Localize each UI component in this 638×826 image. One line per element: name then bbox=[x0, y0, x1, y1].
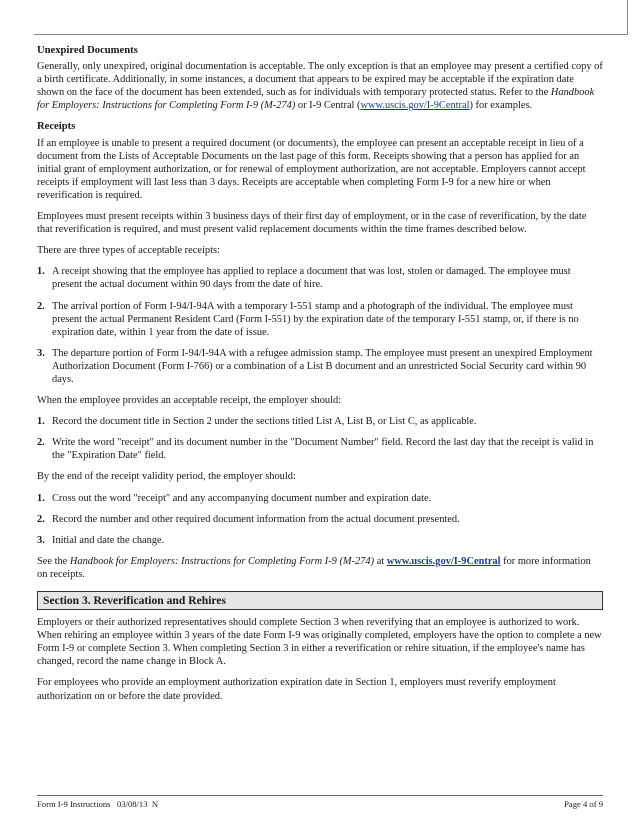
list-item: 1. Cross out the word "receipt" and any accompanying document number and expiration date. bbox=[37, 492, 432, 504]
receipts-heading: Receipts bbox=[37, 121, 76, 133]
page-footer bbox=[37, 795, 603, 809]
list-item: 2. Record the number and other required document information from the actual document presented. bbox=[37, 513, 460, 525]
list-item: 2. The arrival portion of Form I-94/I-94A with a temporary I-551 stamp and a photograph of the individual. The employee must present the actual Permanent Resident Card (Form I-551) by the expiration date of the temporary I-551 stamp, or, if there is no expiration date, within 1 year from the date of issue. bbox=[37, 300, 579, 338]
list-item: 3. The departure portion of Form I-94/I-94A with a refugee admission stamp. The employee must present an unexpired Employment Authorization Document (Form I-766) or a combination of a List B document and an unrestricted Social Security card within 90 days. bbox=[37, 347, 593, 385]
receipt-types-intro: There are three types of acceptable receipts: bbox=[37, 245, 220, 257]
footer-form-id: Form I-9 Instructions 03/08/13 N bbox=[37, 799, 159, 809]
list-item: 1. Record the document title in Section 2 under the sections titled List A, List B, or List C, as applicable. bbox=[37, 416, 477, 428]
handbook-title: Handbook for Employers: Instructions for Completing Form I-9 (M-274) bbox=[69, 555, 375, 567]
page-content bbox=[37, 44, 603, 711]
section-3-paragraph-1: Employers or their authorized representatives should complete Section 3 when reverifying that an employee is authorized to work. When rehiring an employee within 3 years of the date Form I-9 was originally completed, employers have the option to complete a new Form I-9 or complete Section 3. When completing Section 3 in either a reverification or rehire situation, if the employee's name has changed, record the name change in Block A. bbox=[37, 617, 602, 668]
header-rule bbox=[34, 0, 628, 35]
section-3-title: Section 3. Reverification and Rehires bbox=[37, 591, 603, 610]
receipt-types-list bbox=[37, 265, 603, 386]
receipt-provided-list bbox=[37, 415, 603, 462]
receipts-paragraph-2: Employees must present receipts within 3 business days of their first day of employment, or in the case of reverification, by the date that reverification is required, and must present valid replacement documents within the time frames described below. bbox=[37, 211, 587, 236]
see-handbook-paragraph: See the Handbook for Employers: Instructions for Completing Form I-9 (M-274) at www.uscis.gov/I-9Central for more information on receipts. bbox=[37, 555, 591, 580]
i9-central-link[interactable]: www.uscis.gov/I-9Central bbox=[360, 100, 470, 112]
validity-end-list bbox=[37, 492, 603, 547]
receipt-provided-intro: When the employee provides an acceptable receipt, the employer should: bbox=[37, 395, 342, 407]
unexpired-heading: Unexpired Documents bbox=[37, 45, 138, 56]
list-item: 2. Write the word "receipt" and its document number in the "Document Number" field. Record the last day that the receipt is valid in the "Expiration Date" field. bbox=[37, 437, 594, 462]
unexpired-paragraph: Generally, only unexpired, original documentation is acceptable. The only exception is that an employee may present a certified copy of a birth certificate. Additionally, in some instances, a document that appears to be expired may be acceptable if the expiration date shown on the face of the document has been extended, such as for individuals with temporary protected status. Refer to the Handbook for Employers: Instructions for Completing Form I-9 (M-274) or I-9 Central (www.uscis.gov/I-9Central) for examples. bbox=[37, 61, 603, 112]
handbook-title: Handbook for Employers: Instructions for Completing Form I-9 (M-274) bbox=[37, 87, 595, 112]
i9-central-link[interactable]: www.uscis.gov/I-9Central bbox=[386, 555, 501, 567]
receipts-paragraph-1: If an employee is unable to present a required document (or documents), the employee can present an acceptable receipt in lieu of a document from the Lists of Acceptable Documents on the last page of this form. Receipts showing that a person has applied for an initial grant of employment authorization, or for renewal of employment authorization, are not acceptable. Employers cannot accept receipts if employment will last less than 3 days. Receipts are acceptable when completing Form I-9 for a new hire or when reverification is required. bbox=[37, 137, 586, 201]
section-3-paragraph-2: For employees who provide an employment authorization expiration date in Section 1, employers must reverify employment authorization on or before the date provided. bbox=[37, 677, 556, 702]
validity-end-intro: By the end of the receipt validity period, the employer should: bbox=[37, 471, 296, 483]
list-item: 3. Initial and date the change. bbox=[37, 534, 165, 546]
page-number: Page 4 of 9 bbox=[564, 799, 603, 809]
list-item: 1. A receipt showing that the employee has applied to replace a document that was lost, stolen or damaged. The employee must present the actual document within 90 days from the date of hire. bbox=[37, 266, 571, 291]
